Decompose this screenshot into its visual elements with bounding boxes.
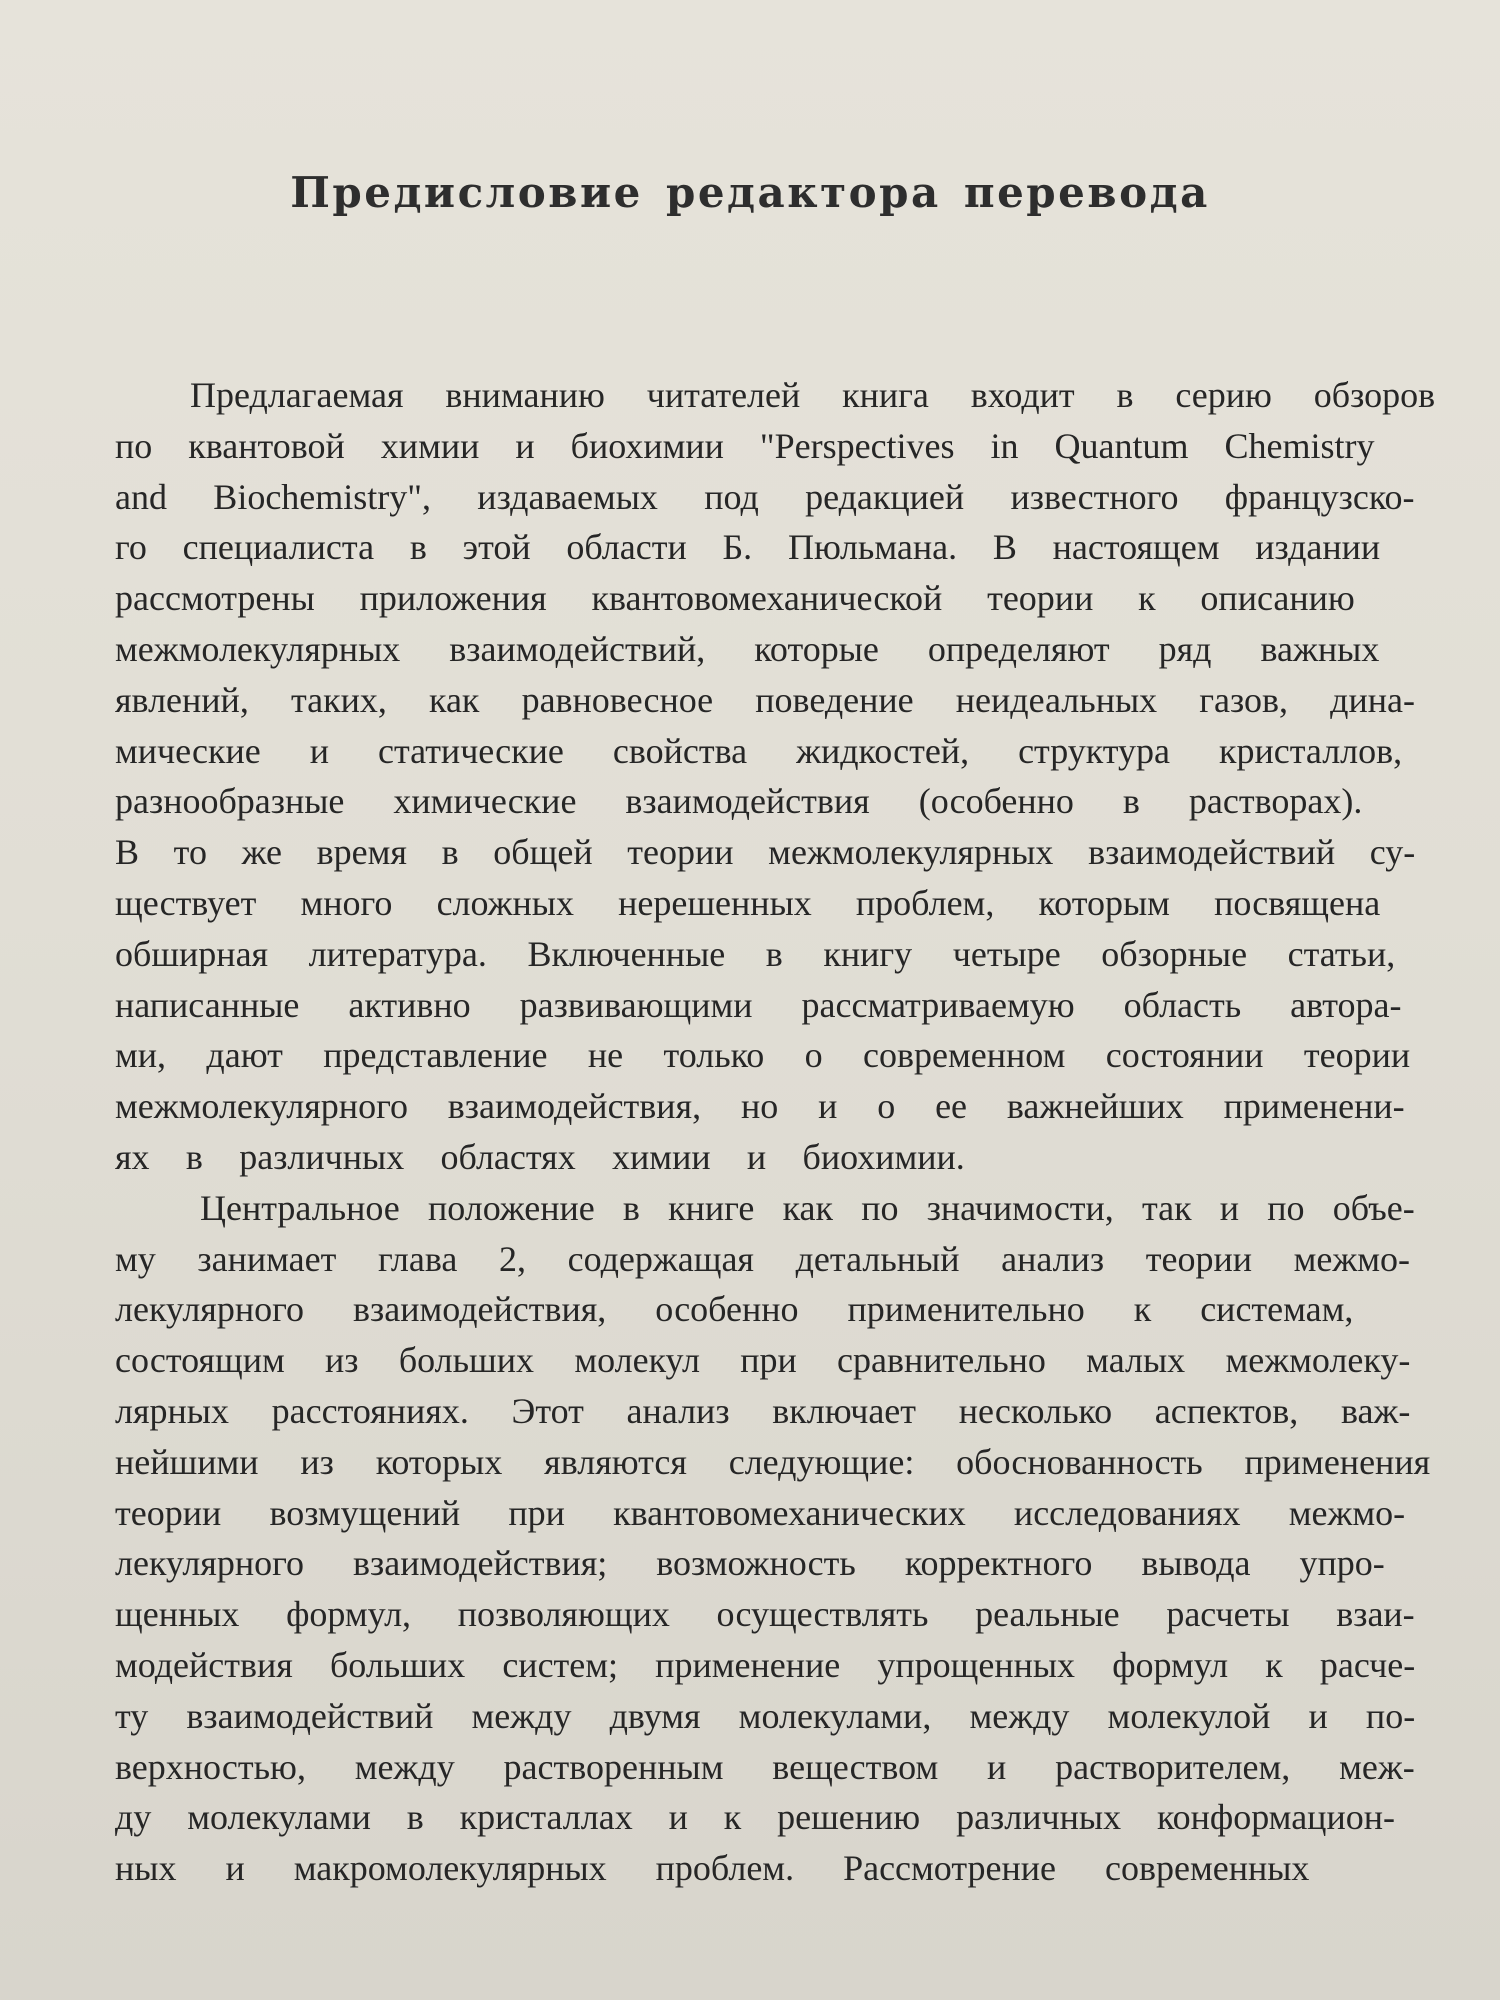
text-line: по квантовой химии и биохимии "Perspectives in Quantum Chemistry: [115, 425, 1375, 466]
text-line: ществует много сложных нерешенных проблем, которым посвящена: [115, 882, 1381, 923]
text-line: лекулярного взаимодействия; возможность корректного вывода упро-: [115, 1543, 1385, 1584]
text-line: явлений, таких, как равновесное поведение неидеальных газов, дина-: [115, 679, 1415, 720]
text-line: модействия больших систем; применение упрощенных формул к расче-: [115, 1644, 1416, 1685]
text-line: ных и макромолекулярных проблем. Рассмотрение современных: [115, 1848, 1310, 1889]
text-line: лекулярного взаимодействия, особенно применительно к системам,: [115, 1289, 1354, 1330]
text-line: лярных расстояниях. Этот анализ включает несколько аспектов, важ-: [115, 1390, 1411, 1431]
text-line: му занимает глава 2, содержащая детальный анализ теории межмо-: [115, 1238, 1411, 1279]
text-line: рассмотрены приложения квантовомеханической теории к описанию: [115, 578, 1355, 619]
text-line: мические и статические свойства жидкостей, структура кристаллов,: [115, 730, 1403, 771]
text-line: ях в различных областях химии и биохимии.: [115, 1136, 965, 1177]
text-line: написанные активно развивающими рассматриваемую область автора-: [115, 984, 1402, 1025]
text-line: межмолекулярного взаимодействия, но и о ее важнейших применени-: [115, 1086, 1405, 1127]
text-line: состоящим из больших молекул при сравнительно малых межмолеку-: [115, 1340, 1411, 1381]
text-line: ду молекулами в кристаллах и к решению различных конформацион-: [115, 1797, 1395, 1838]
text-line: межмолекулярных взаимодействий, которые определяют ряд важных: [115, 628, 1380, 669]
text-line: ми, дают представление не только о современном состоянии теории: [115, 1035, 1411, 1076]
text-line: верхностью, между растворенным веществом и растворителем, меж-: [115, 1746, 1415, 1787]
text-line: ту взаимодействий между двумя молекулами, между молекулой и по-: [115, 1695, 1416, 1736]
text-line: теории возмущений при квантовомеханических исследованиях межмо-: [115, 1492, 1406, 1533]
body-text: [115, 370, 1445, 1894]
page-title: Предисловие редактора перевода: [290, 168, 1210, 217]
text-line: В то же время в общей теории межмолекулярных взаимодействий су-: [115, 832, 1416, 873]
text-line: разнообразные химические взаимодействия (особенно в растворах).: [115, 781, 1363, 822]
text-line: го специалиста в этой области Б. Пюльмана. В настоящем издании: [115, 527, 1381, 568]
paragraph-1: [115, 370, 1445, 1183]
text-line: щенных формул, позволяющих осуществлять реальные расчеты взаи-: [115, 1594, 1415, 1635]
paragraph-2: [115, 1183, 1445, 1894]
text-line: нейшими из которых являются следующие: обоснованность применения: [115, 1441, 1431, 1482]
text-line: Центральное положение в книге как по значимости, так и по объе-: [200, 1187, 1415, 1228]
text-line: обширная литература. Включенные в книгу четыре обзорные статьи,: [115, 933, 1396, 974]
text-line: Предлагаемая вниманию читателей книга входит в серию обзоров: [190, 375, 1436, 415]
text-line: and Biochemistry", издаваемых под редакцией известного французско-: [115, 476, 1415, 517]
